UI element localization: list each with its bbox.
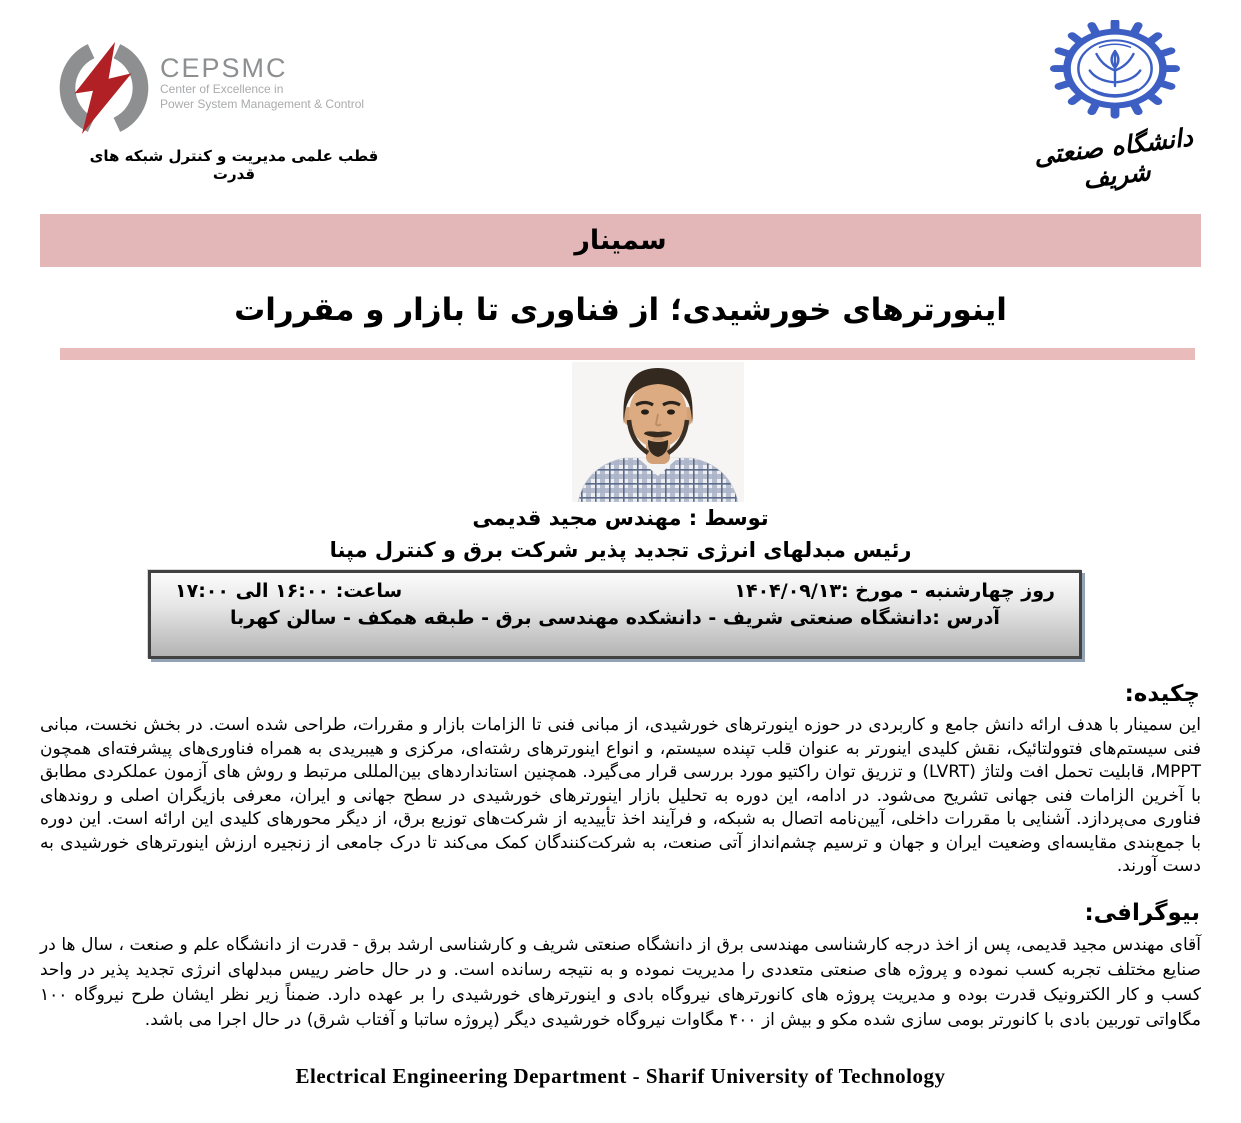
event-date: روز چهارشنبه - مورخ :۱۴۰۴/۰۹/۱۳ bbox=[734, 580, 1055, 602]
event-time: ساعت: ۱۶:۰۰ الی ۱۷:۰۰ bbox=[175, 580, 403, 602]
abstract-body: این سمینار با هدف ارائه دانش جامع و کاربردی در حوزه اینورترهای خورشیدی، از مبانی فنی تا الزامات بازار و مقررات، طراحی شده است. در بخش نخست، مبانی فنی سیستم‌های فتوولتائیک، نقش کلیدی اینورتر به عنوان قلب تپنده سیستم، و انواع اینورترهای رشته‌ای، مرکزی و هیبریدی به همراه فناوری‌های پیشرفته‌ای همچون MPPT، قابلیت تحمل افت ولتاژ (LVRT) و تزریق توان راکتیو مورد بررسی قرار می‌گیرد. همچنین استانداردهای بین‌المللی مرتبط و روش های آزمون عملکردی مطابق با آخرین الزامات فنی جهانی تشریح می‌شود. در ادامه، این دوره به تحلیل بازار اینورترهای خورشیدی در سطح جهانی و ایران، معرفی بازیگران اصلی و روندهای فناوری می‌پردازد. آشنایی با مقررات داخلی، آیین‌نامه اتصال به شبکه، و فرآیند اخذ تأییدیه از شرکت‌های توزیع برق، از دیگر محورهای کلیدی این ارائه است. این دوره با جمع‌بندی مقایسه‌ای وضعیت ایران و جهان و ترسیم چشم‌انداز آتی صنعت، به شرکت‌کنندگان کمک می‌کند تا درک جامعی از زنجیره ارزش اینورترهای خورشیدی به دست آورند. bbox=[40, 715, 1201, 876]
sharif-logo bbox=[1026, 20, 1204, 194]
biography-heading: بیوگرافی: bbox=[1084, 900, 1200, 926]
event-date-time-row bbox=[175, 580, 1055, 602]
biography-body: آقای مهندس مجید قدیمی، پس از اخذ درجه کارشناسی مهندسی برق از دانشگاه صنعتی شریف و کارشناسی ارشد برق - قدرت از دانشگاه علم و صنعت ، سال ها در صنایع مختلف تجربه کسب نموده و پروژه های صنعتی متعددی را مدیریت نموده و به نتیجه رسانده است. و در حال حاضر رییس مبدلهای انرژی تجدید پذیر در واحد کسب و کار الکترونیک قدرت بوده و مدیریت پروژه های کانورترهای نیروگاه بادی و اینورترهای خورشیدی را بر عهده دارد. ضمناً زیر نظر ایشان طرح نیروگاه ۱۰۰ مگاواتی توربین بادی با کانورتر بومی سازی شده مکو و بیش از ۴۰۰ مگاوات نیروگاه خورشیدی دیگر (پروژه ساتبا و آفتاب شرق) در حال اجرا می باشد. bbox=[40, 935, 1201, 1030]
speaker-role-line: رئیس مبدلهای انرژی تجدید پذیر شرکت برق و کنترل مپنا bbox=[329, 538, 912, 562]
sharif-emblem-icon bbox=[1040, 20, 1190, 122]
speaker-photo bbox=[572, 362, 744, 502]
cepsmc-subtitle-line2: Power System Management & Control bbox=[160, 97, 365, 111]
sharif-calligraphy-fa: دانشگاه صنعتی شریف bbox=[1032, 122, 1195, 194]
seminar-banner bbox=[40, 214, 1201, 267]
seminar-banner-label: سمینار bbox=[574, 225, 667, 256]
lightning-bolt-icon bbox=[58, 38, 150, 138]
cepsmc-acronym: CEPSMC bbox=[160, 53, 288, 83]
footer-department-line: Electrical Engineering Department - Sharif University of Technology bbox=[295, 1064, 946, 1088]
seminar-title: اینورترهای خورشیدی؛ از فناوری تا بازار و مقررات bbox=[234, 292, 1007, 328]
cepsmc-wordmark bbox=[160, 38, 364, 112]
event-info-box bbox=[148, 570, 1082, 659]
speaker-by-line: توسط : مهندس مجید قدیمی bbox=[472, 506, 769, 530]
cepsmc-caption-fa: قطب علمی مدیریت و کنترل شبکه های قدرت bbox=[89, 147, 379, 183]
cepsmc-logo bbox=[58, 38, 364, 138]
title-divider bbox=[60, 348, 1195, 360]
event-address: آدرس :دانشگاه صنعتی شریف - دانشکده مهندسی برق - طبقه همکف - سالن کهربا bbox=[230, 607, 1000, 629]
abstract-heading: چکیده: bbox=[1124, 681, 1200, 707]
cepsmc-subtitle-line1: Center of Excellence in bbox=[160, 82, 284, 96]
